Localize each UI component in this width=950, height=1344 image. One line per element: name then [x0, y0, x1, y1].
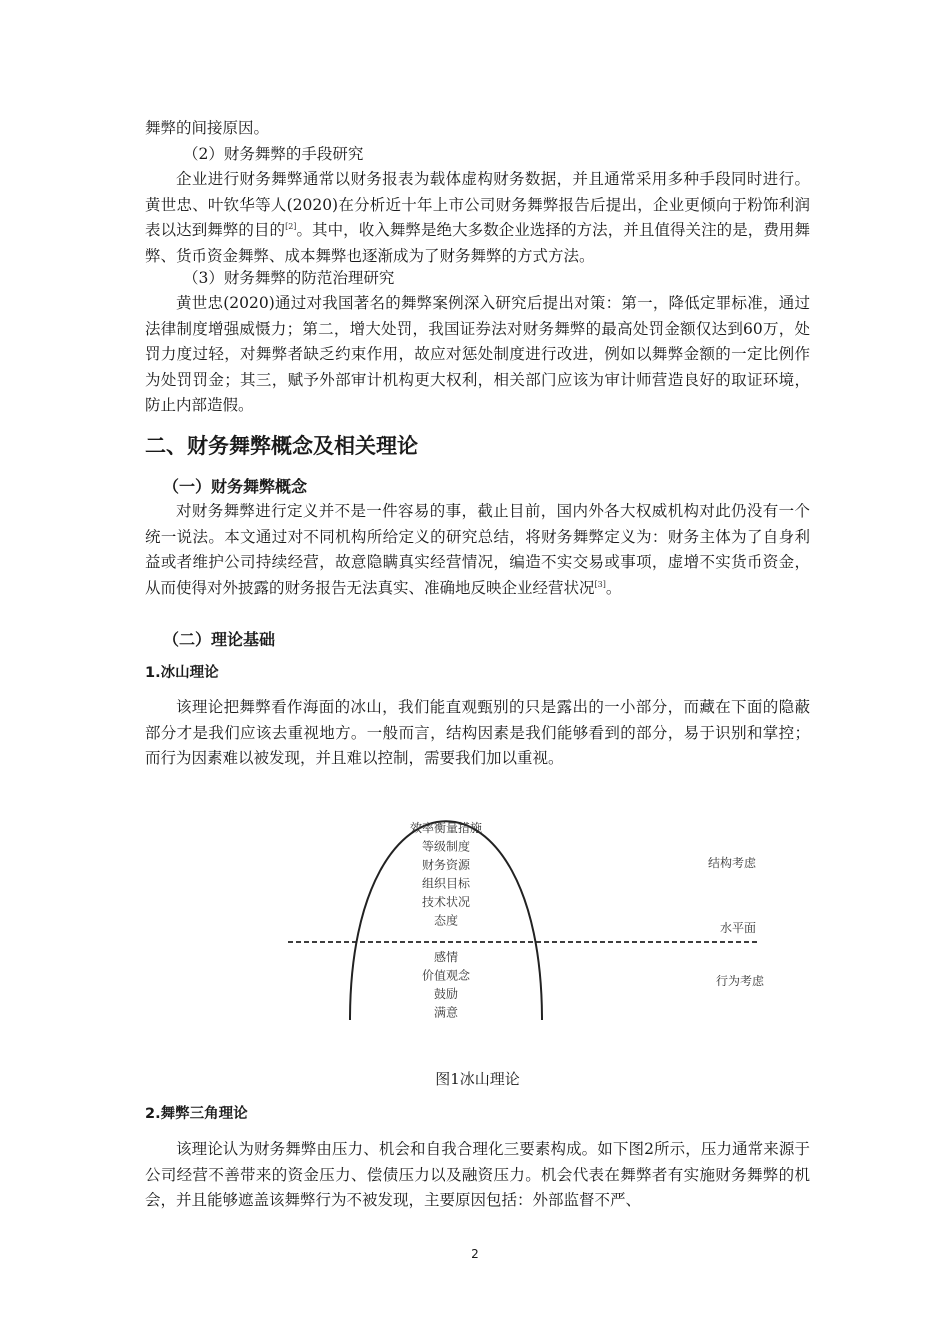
behavioral-factor-1: 价值观念 [421, 968, 471, 983]
paragraph-text: 。其中，收入舞弊是绝大多数企业选择的方法，并且值得关注的是，费用舞弊、货币资金舞弊、成本舞弊也逐渐成为了财务舞弊的方式方法。 [145, 221, 810, 265]
behavioral-factor-0: 感情 [433, 950, 459, 964]
structural-factor-1: 等级制度 [421, 839, 471, 854]
iceberg-diagram [280, 785, 775, 1030]
section-title: 二、财务舞弊概念及相关理论 [145, 434, 418, 458]
heading-fraud-triangle: 2.舞弊三角理论 [145, 1106, 248, 1122]
page-number: 2 [471, 1247, 479, 1261]
heading-iceberg-theory: 1.冰山理论 [145, 665, 219, 681]
paragraph-fraud-triangle: 该理论认为财务舞弊由压力、机会和自我合理化三要素构成。如下图2所示，压力通常来源于公司经营不善带来的资金压力、偿债压力以及融资压力。机会代表在舞弊者有实施财务舞弊的机会，并且能够遮盖该舞弊行为不被发现，主要原因包括：外部监督不严、 [145, 1140, 810, 1210]
subsection-title-theory: （二）理论基础 [163, 630, 276, 649]
subheading-fraud-methods: （2）财务舞弊的手段研究 [183, 145, 364, 163]
citation-ref: [3] [594, 579, 606, 589]
structure-label: 结构考虑 [708, 856, 757, 870]
structural-factor-3: 组织目标 [421, 876, 471, 891]
paragraph-fraud-methods [145, 167, 810, 269]
subheading-fraud-prevention: （3）财务舞弊的防范治理研究 [183, 269, 395, 287]
structural-factor-4: 技术状况 [421, 895, 471, 909]
behavior-label: 行为考虑 [716, 974, 765, 988]
paragraph-concept [145, 499, 810, 601]
structural-factor-2: 财务资源 [421, 858, 471, 872]
citation-ref: [2] [285, 222, 297, 232]
structural-factors [410, 820, 482, 928]
subsection-title-concept: （一）财务舞弊概念 [163, 477, 308, 496]
paragraph-fraud-prevention: 黄世忠(2020)通过对我国著名的舞弊案例深入研究后提出对策：第一，降低定罪标准，通过法律制度增强威慑力；第二，增大处罚，我国证券法对财务舞弊的最高处罚金额仅达到60万，处罚力度过轻，对舞弊者缺乏约束作用，故应对惩处制度进行改进，例如以舞弊金额的一定比例作为处罚罚金；其三，赋予外部审计机构更大权利，相关部门应该为审计师营造良好的取证环境，防止内部造假。 [145, 294, 810, 415]
paragraph-text: 企业进行财务舞弊通常以财务报表为载体虚构财务数据，并且通常采用多种手段同时进行。黄世忠、叶钦华等人(2020)在分析近十年上市公司财务舞弊报告后提出，企业更倾向于粉饰利润表以达到舞弊的目的 [145, 170, 810, 240]
figure-caption: 图1冰山理论 [435, 1070, 520, 1088]
structural-factor-0: 效率衡量措施 [409, 821, 483, 835]
behavioral-factors [422, 949, 471, 1020]
structural-factor-5: 态度 [433, 913, 459, 928]
behavioral-factor-2: 鼓励 [433, 987, 459, 1001]
paragraph-iceberg-theory: 该理论把舞弊看作海面的冰山，我们能直观甄别的只是露出的一小部分，而藏在下面的隐蔽部分才是我们应该去重视地方。一般而言，结构因素是我们能够看到的部分，易于识别和掌控；而行为因素难以被发现，并且难以控制，需要我们加以重视。 [145, 698, 810, 768]
paragraph-tail: 舞弊的间接原因。 [145, 119, 270, 137]
waterline-label: 水平面 [720, 921, 757, 935]
paragraph-text: 对财务舞弊进行定义并不是一件容易的事，截止目前，国内外各大权威机构对此仍没有一个统一说法。本文通过对不同机构所给定义的研究总结，将财务舞弊定义为：财务主体为了自身利益或者维护公司持续经营，故意隐瞒真实经营情况，编造不实交易或事项，虚增不实货币资金，从而使得对外披露的财务报告无法真实、准确地反映企业经营状况 [145, 502, 810, 597]
paragraph-text: 。 [605, 578, 622, 597]
behavioral-factor-3: 满意 [433, 1005, 459, 1020]
